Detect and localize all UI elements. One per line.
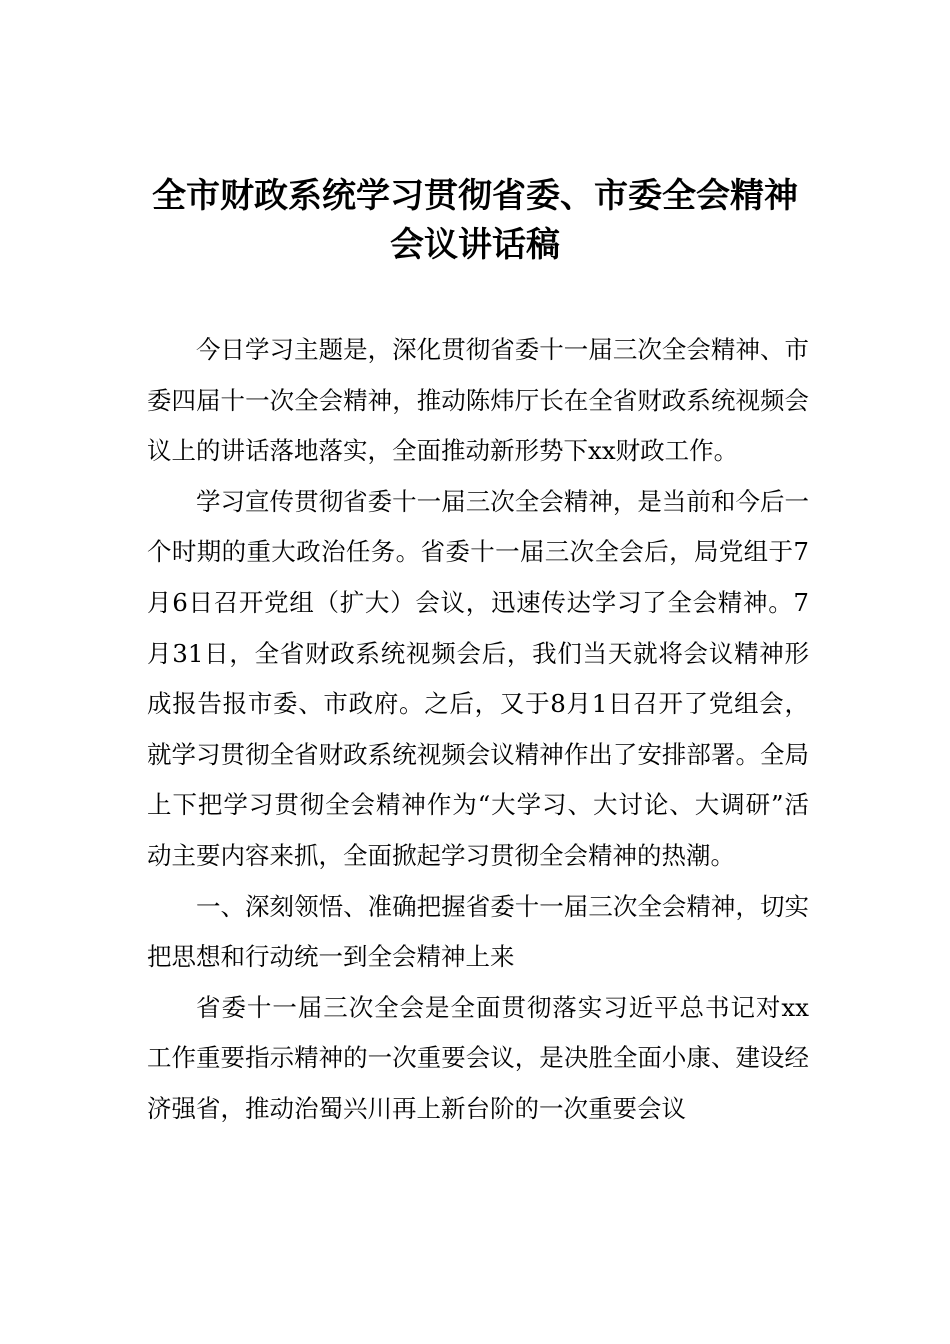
section-heading: 一、深刻领悟、准确把握省委十一届三次全会精神，切实把思想和行动统一到全会精神上来: [147, 891, 809, 972]
document-title: 全市财政系统学习贯彻省委、市委全会精神会议讲话稿: [152, 176, 798, 265]
paragraph: 省委十一届三次全会是全面贯彻落实习近平总书记对xx工作重要指示精神的一次重要会议，是决胜全面小康、建设经济强省，推动治蜀兴川再上新台阶的一次重要会议: [147, 992, 809, 1123]
paragraph: 今日学习主题是，深化贯彻省委十一届三次全会精神、市委四届十一次全会精神，推动陈炜厅长在全省财政系统视频会议上的讲话落地落实，全面推动新形势下xx财政工作。: [147, 335, 809, 466]
document-body: [147, 325, 809, 1135]
paragraph: 学习宣传贯彻省委十一届三次全会精神，是当前和今后一个时期的重大政治任务。省委十一届三次全会后，局党组于7月6日召开党组（扩大）会议，迅速传达学习了全会精神。7月31日，全省财政系统视频会后，我们当天就将会议精神形成报告报市委、市政府。之后，又于8月1日召开了党组会，就学习贯彻全省财政系统视频会议精神作出了安排部署。全局上下把学习贯彻全会精神作为“大学习、大讨论、大调研”活动主要内容来抓，全面掀起学习贯彻全会精神的热潮。: [147, 486, 809, 870]
